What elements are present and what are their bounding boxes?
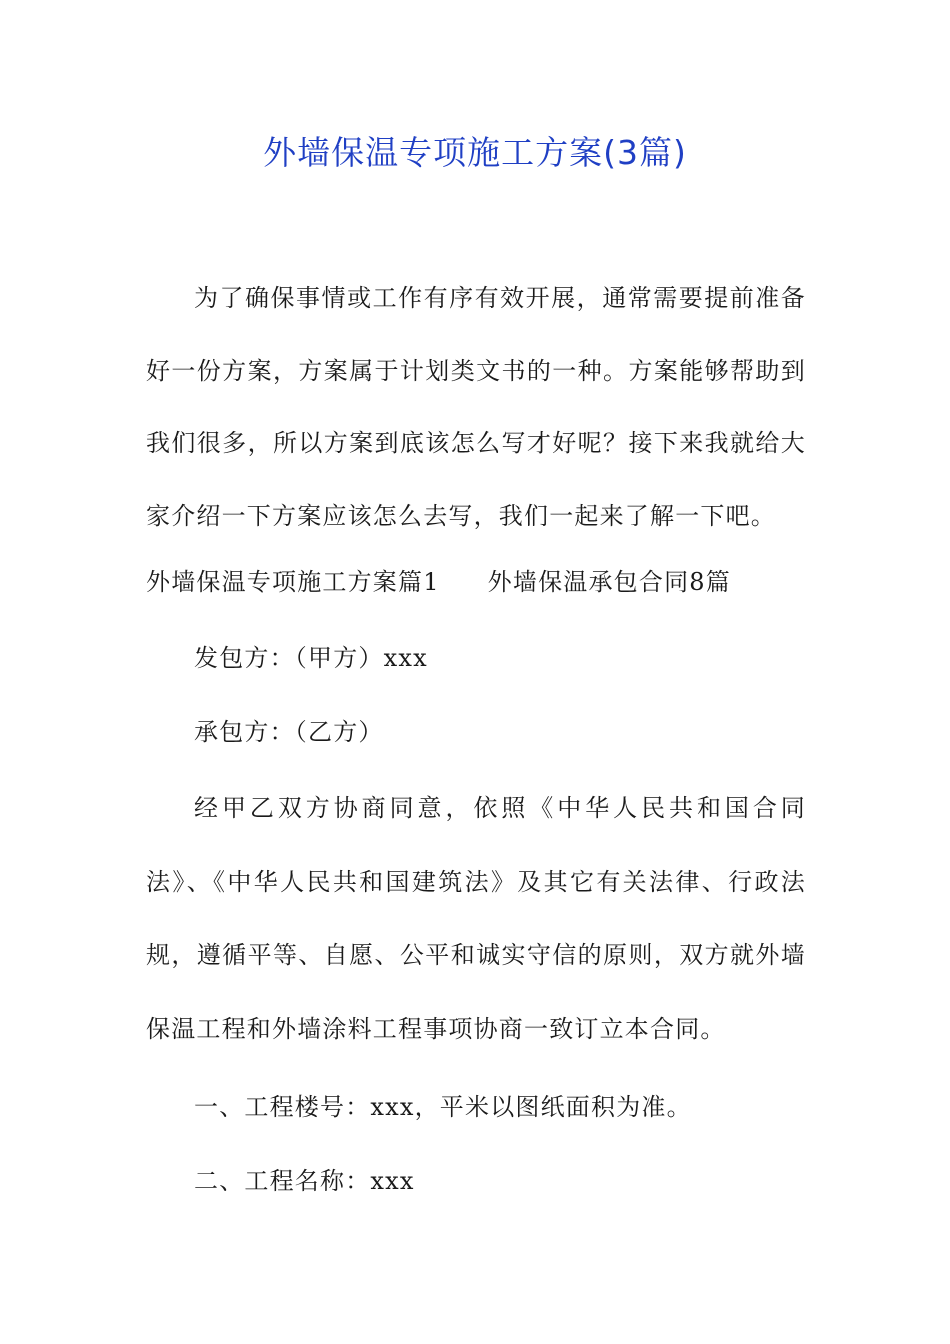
contract-item-1: 一、工程楼号：xxx，平米以图纸面积为准。 [194,1093,692,1121]
section-heading-row [146,562,731,602]
section-subheading: 外墙保温承包合同8篇 [487,568,731,596]
agreement-paragraph: 经甲乙双方协商同意，依照《中华人民共和国合同法》、《中华人民共和国建筑法》及其它有关法律、行政法规，遵循平等、自愿、公平和诚实守信的原则，双方就外墙保温工程和外墙涂料工程事项协商一致订立本合同。 [146,794,806,1043]
party-b-line: 承包方：（乙方） [194,718,384,746]
document-title: 外墙保温专项施工方案(3篇) [263,133,687,172]
section-heading: 外墙保温专项施工方案篇1 [146,568,440,596]
intro-paragraph: 为了确保事情或工作有序有效开展，通常需要提前准备好一份方案，方案属于计划类文书的一种。方案能够帮助到我们很多，所以方案到底该怎么写才好呢？接下来我就给大家介绍一下方案应该怎么去写，我们一起来了解一下吧。 [146,284,806,530]
contract-item-2: 二、工程名称：xxx [194,1167,415,1195]
party-a-line: 发包方：（甲方）xxx [194,644,428,672]
